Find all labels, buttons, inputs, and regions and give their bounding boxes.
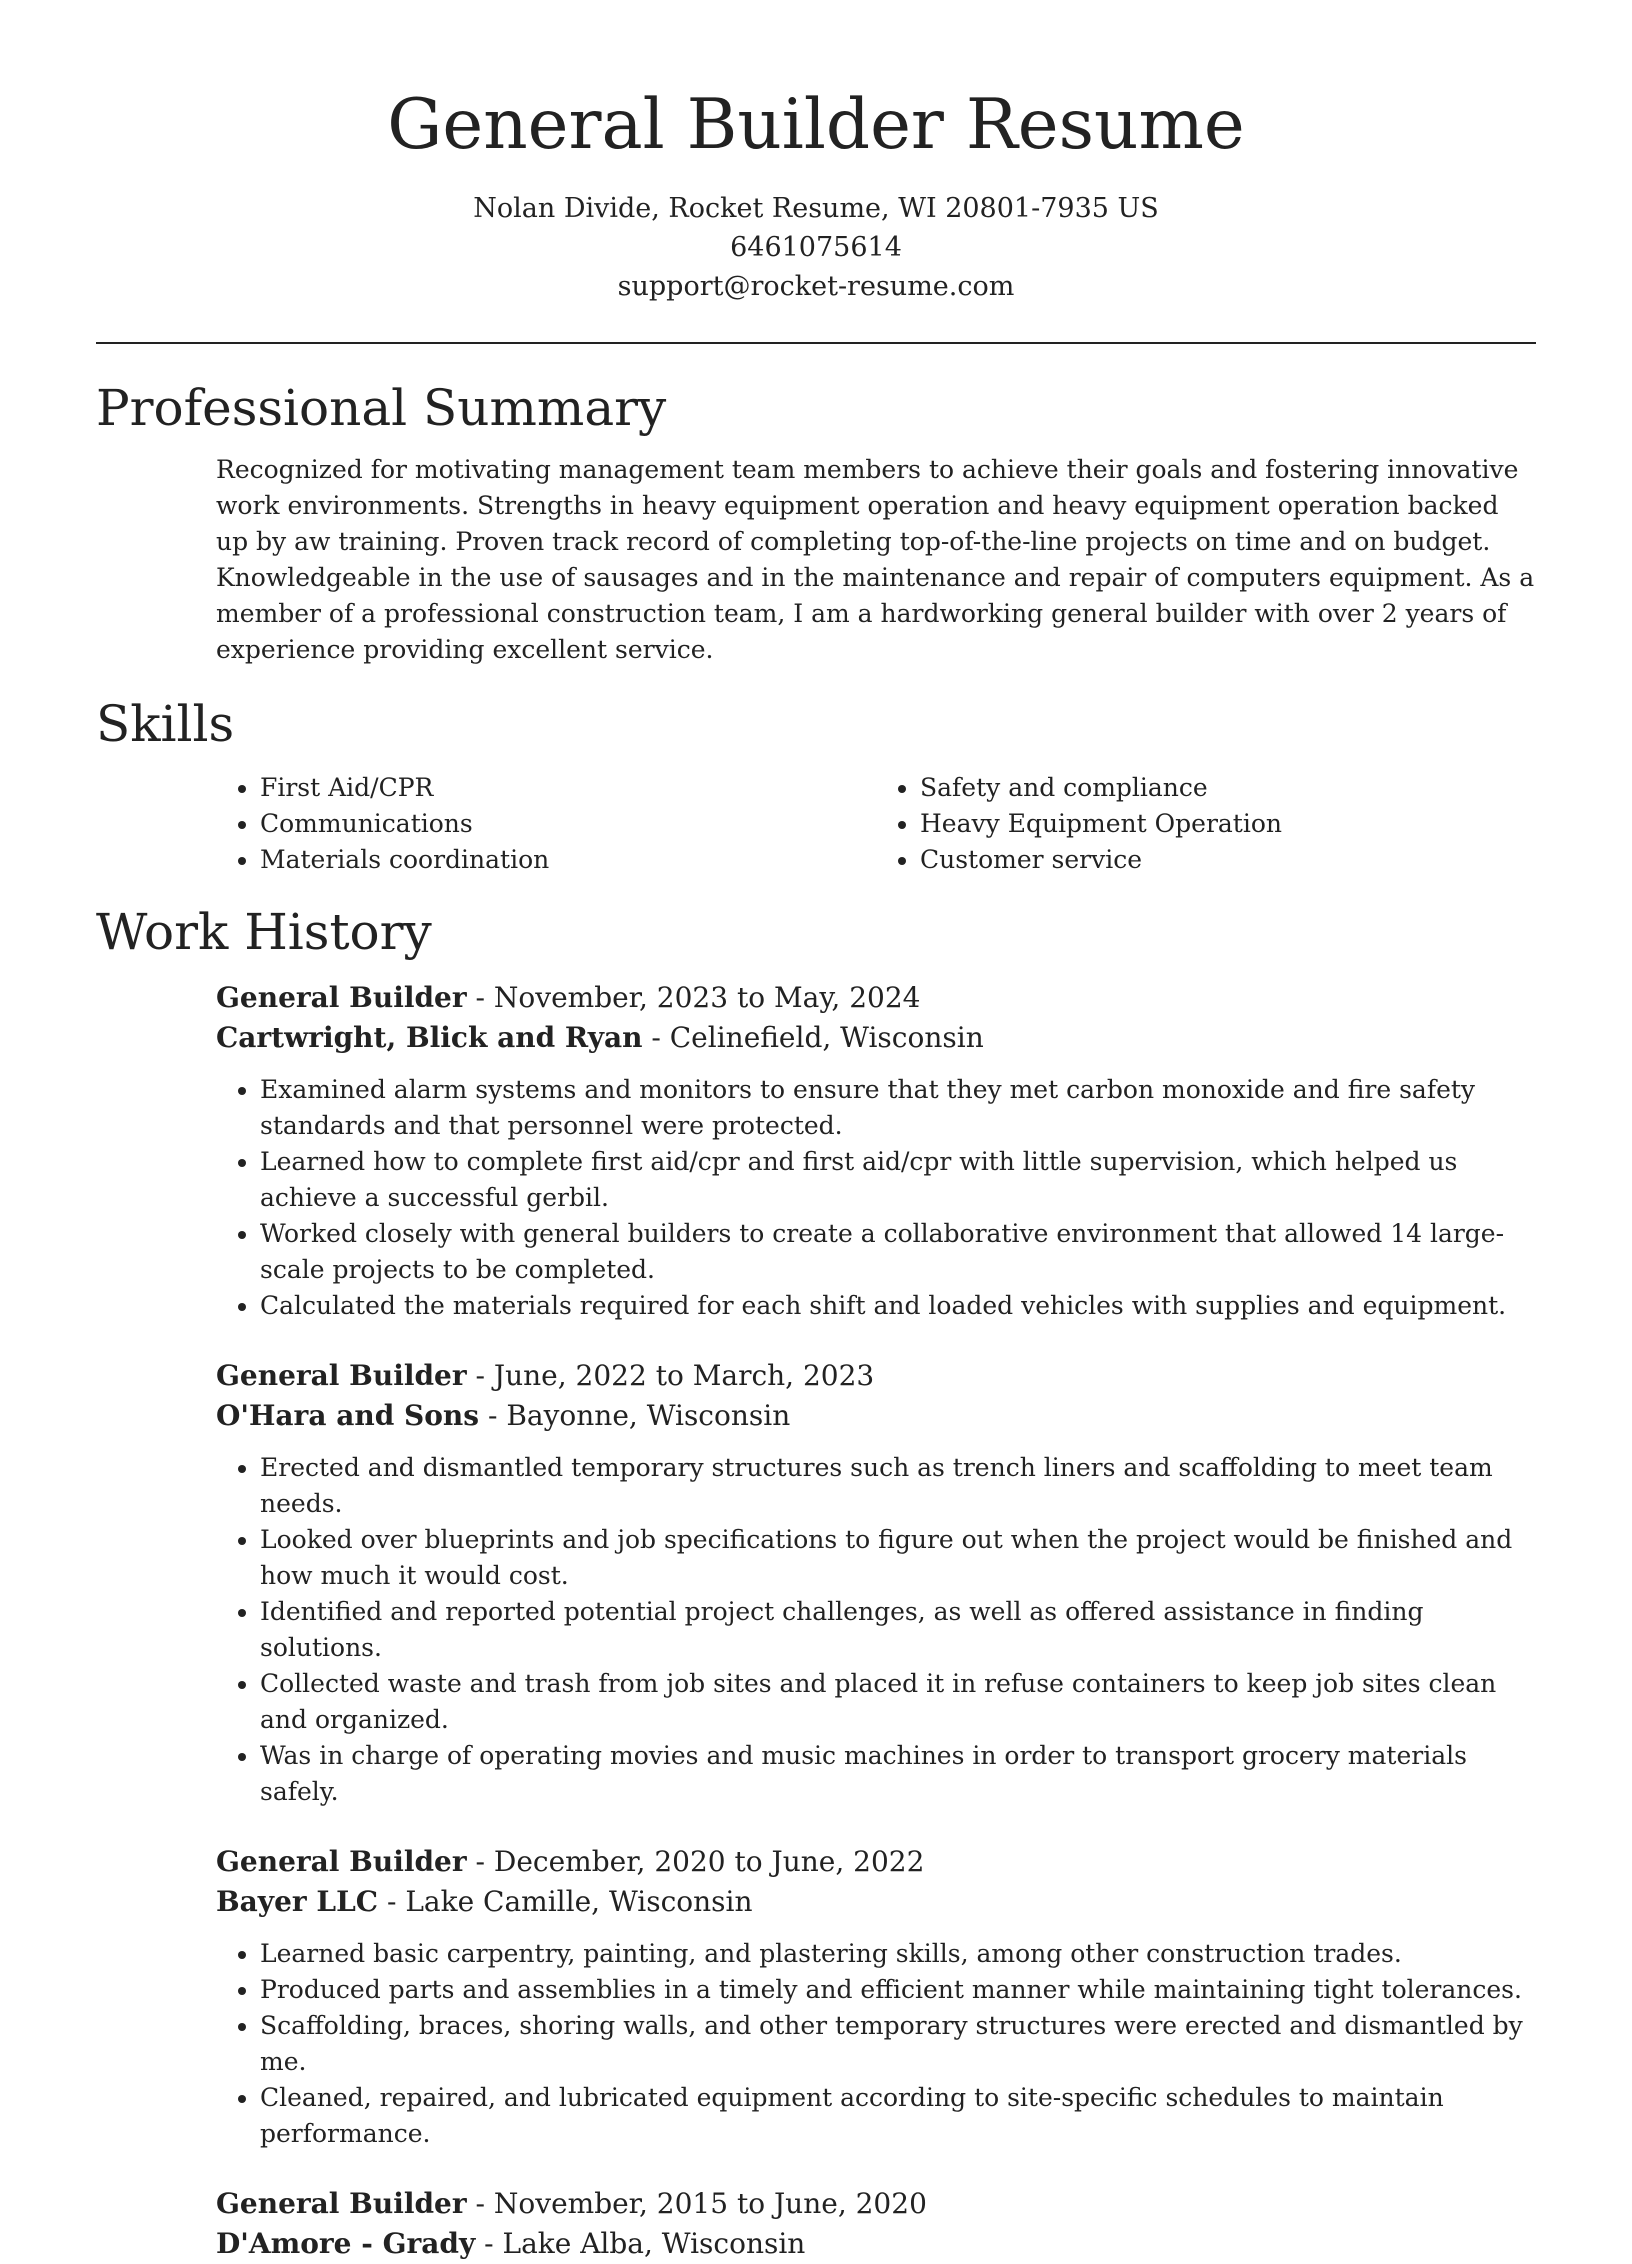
skill-item: • Heavy Equipment Operation — [920, 806, 1536, 842]
job-dates: November, 2015 to June, 2020 — [493, 2186, 927, 2220]
skill-item: • Communications — [260, 806, 876, 842]
email: support@rocket-resume.com — [617, 270, 1015, 302]
job-dates: November, 2023 to May, 2024 — [493, 980, 921, 1014]
job-duty: • Calculated the materials required for each shift and loaded vehicles with supplies and equipment. — [260, 1288, 1536, 1324]
job-duties — [216, 1450, 1536, 1810]
section-title-skills: Skills — [96, 694, 235, 753]
job-company: Bayer LLC — [216, 1884, 379, 1918]
job-location: Lake Camille, Wisconsin — [405, 1884, 753, 1918]
resume-header — [0, 0, 1632, 306]
work-history-section — [96, 902, 1536, 2264]
job-duty: • Collected waste and trash from job sites and placed it in refuse containers to keep job sites clean and organized. — [260, 1666, 1536, 1738]
job-duty: • Produced parts and assemblies in a timely and efficient manner while maintaining tight tolerances. — [260, 1972, 1536, 2008]
skill-item: • Safety and compliance — [920, 770, 1536, 806]
section-title-work-history: Work History — [96, 902, 432, 961]
job-company-line: D'Amore - Grady - Lake Alba, Wisconsin — [216, 2226, 806, 2260]
job-company-line: Bayer LLC - Lake Camille, Wisconsin — [216, 1884, 753, 1918]
job-location: Bayonne, Wisconsin — [506, 1398, 791, 1432]
resume-title: General Builder Resume — [387, 85, 1245, 165]
job-title-line: General Builder - November, 2023 to May, 2024 — [216, 980, 921, 1014]
skills-column-right — [876, 770, 1536, 878]
job-title: General Builder — [216, 980, 467, 1014]
professional-summary-section — [96, 378, 1536, 668]
job-company: Cartwright, Blick and Ryan — [216, 1020, 643, 1054]
job-duty: • Identified and reported potential project challenges, as well as offered assistance in finding solutions. — [260, 1594, 1536, 1666]
phone: 6461075614 — [730, 231, 902, 263]
job-entry — [216, 1356, 1536, 1810]
job-dates: December, 2020 to June, 2022 — [493, 1844, 925, 1878]
skill-item: • First Aid/CPR — [260, 770, 876, 806]
job-entry — [216, 1842, 1536, 2152]
job-title: General Builder — [216, 2186, 467, 2220]
job-company-line: O'Hara and Sons - Bayonne, Wisconsin — [216, 1398, 791, 1432]
job-duty: • Cleaned, repaired, and lubricated equipment according to site-specific schedules to maintain performance. — [260, 2080, 1536, 2152]
job-company: O'Hara and Sons — [216, 1398, 480, 1432]
job-duty: • Examined alarm systems and monitors to ensure that they met carbon monoxide and fire safety standards and that personnel were protected. — [260, 1072, 1536, 1144]
address: Nolan Divide, Rocket Resume, WI 20801-7935 US — [473, 192, 1159, 224]
summary-text: Recognized for motivating management team members to achieve their goals and fostering innovative work environments. Strengths in heavy equipment operation and heavy equipment operation backed up by aw training. Proven track record of completing top-of-the-line projects on time and on budget. Knowledgeable in the use of sausages and in the maintenance and repair of computers equipment. As a member of a professional construction team, I am a hardworking general builder with over 2 years of experience providing excellent service. — [216, 454, 1535, 664]
job-dates: June, 2022 to March, 2023 — [493, 1358, 875, 1392]
job-duty: • Looked over blueprints and job specifications to figure out when the project would be finished and how much it would cost. — [260, 1522, 1536, 1594]
job-location: Lake Alba, Wisconsin — [502, 2226, 806, 2260]
job-duty: • Learned how to complete first aid/cpr and first aid/cpr with little supervision, which helped us achieve a successful gerbil. — [260, 1144, 1536, 1216]
job-title: General Builder — [216, 1358, 467, 1392]
job-duties — [216, 1072, 1536, 1324]
job-company-line: Cartwright, Blick and Ryan - Celinefield, Wisconsin — [216, 1020, 984, 1054]
skill-item: • Materials coordination — [260, 842, 876, 878]
contact-info — [0, 189, 1632, 306]
skills-list — [216, 770, 1536, 878]
header-divider — [96, 342, 1536, 344]
job-duty: • Erected and dismantled temporary structures such as trench liners and scaffolding to meet team needs. — [260, 1450, 1536, 1522]
job-duties — [216, 1936, 1536, 2152]
job-duty: • Worked closely with general builders to create a collaborative environment that allowed 14 large-scale projects to be completed. — [260, 1216, 1536, 1288]
job-location: Celinefield, Wisconsin — [669, 1020, 984, 1054]
section-title-summary: Professional Summary — [96, 378, 667, 437]
job-title-line: General Builder - November, 2015 to June, 2020 — [216, 2186, 927, 2220]
job-company: D'Amore - Grady — [216, 2226, 476, 2260]
job-title-line: General Builder - June, 2022 to March, 2023 — [216, 1358, 875, 1392]
job-entry — [216, 2184, 1536, 2264]
job-entry — [216, 978, 1536, 1324]
skills-column-left — [216, 770, 876, 878]
job-duty: • Scaffolding, braces, shoring walls, and other temporary structures were erected and dismantled by me. — [260, 2008, 1536, 2080]
job-title: General Builder — [216, 1844, 467, 1878]
job-title-line: General Builder - December, 2020 to June, 2022 — [216, 1844, 925, 1878]
job-duty: • Was in charge of operating movies and music machines in order to transport grocery materials safely. — [260, 1738, 1536, 1810]
skill-item: • Customer service — [920, 842, 1536, 878]
skills-section — [96, 694, 1536, 878]
job-duty: • Learned basic carpentry, painting, and plastering skills, among other construction trades. — [260, 1936, 1536, 1972]
